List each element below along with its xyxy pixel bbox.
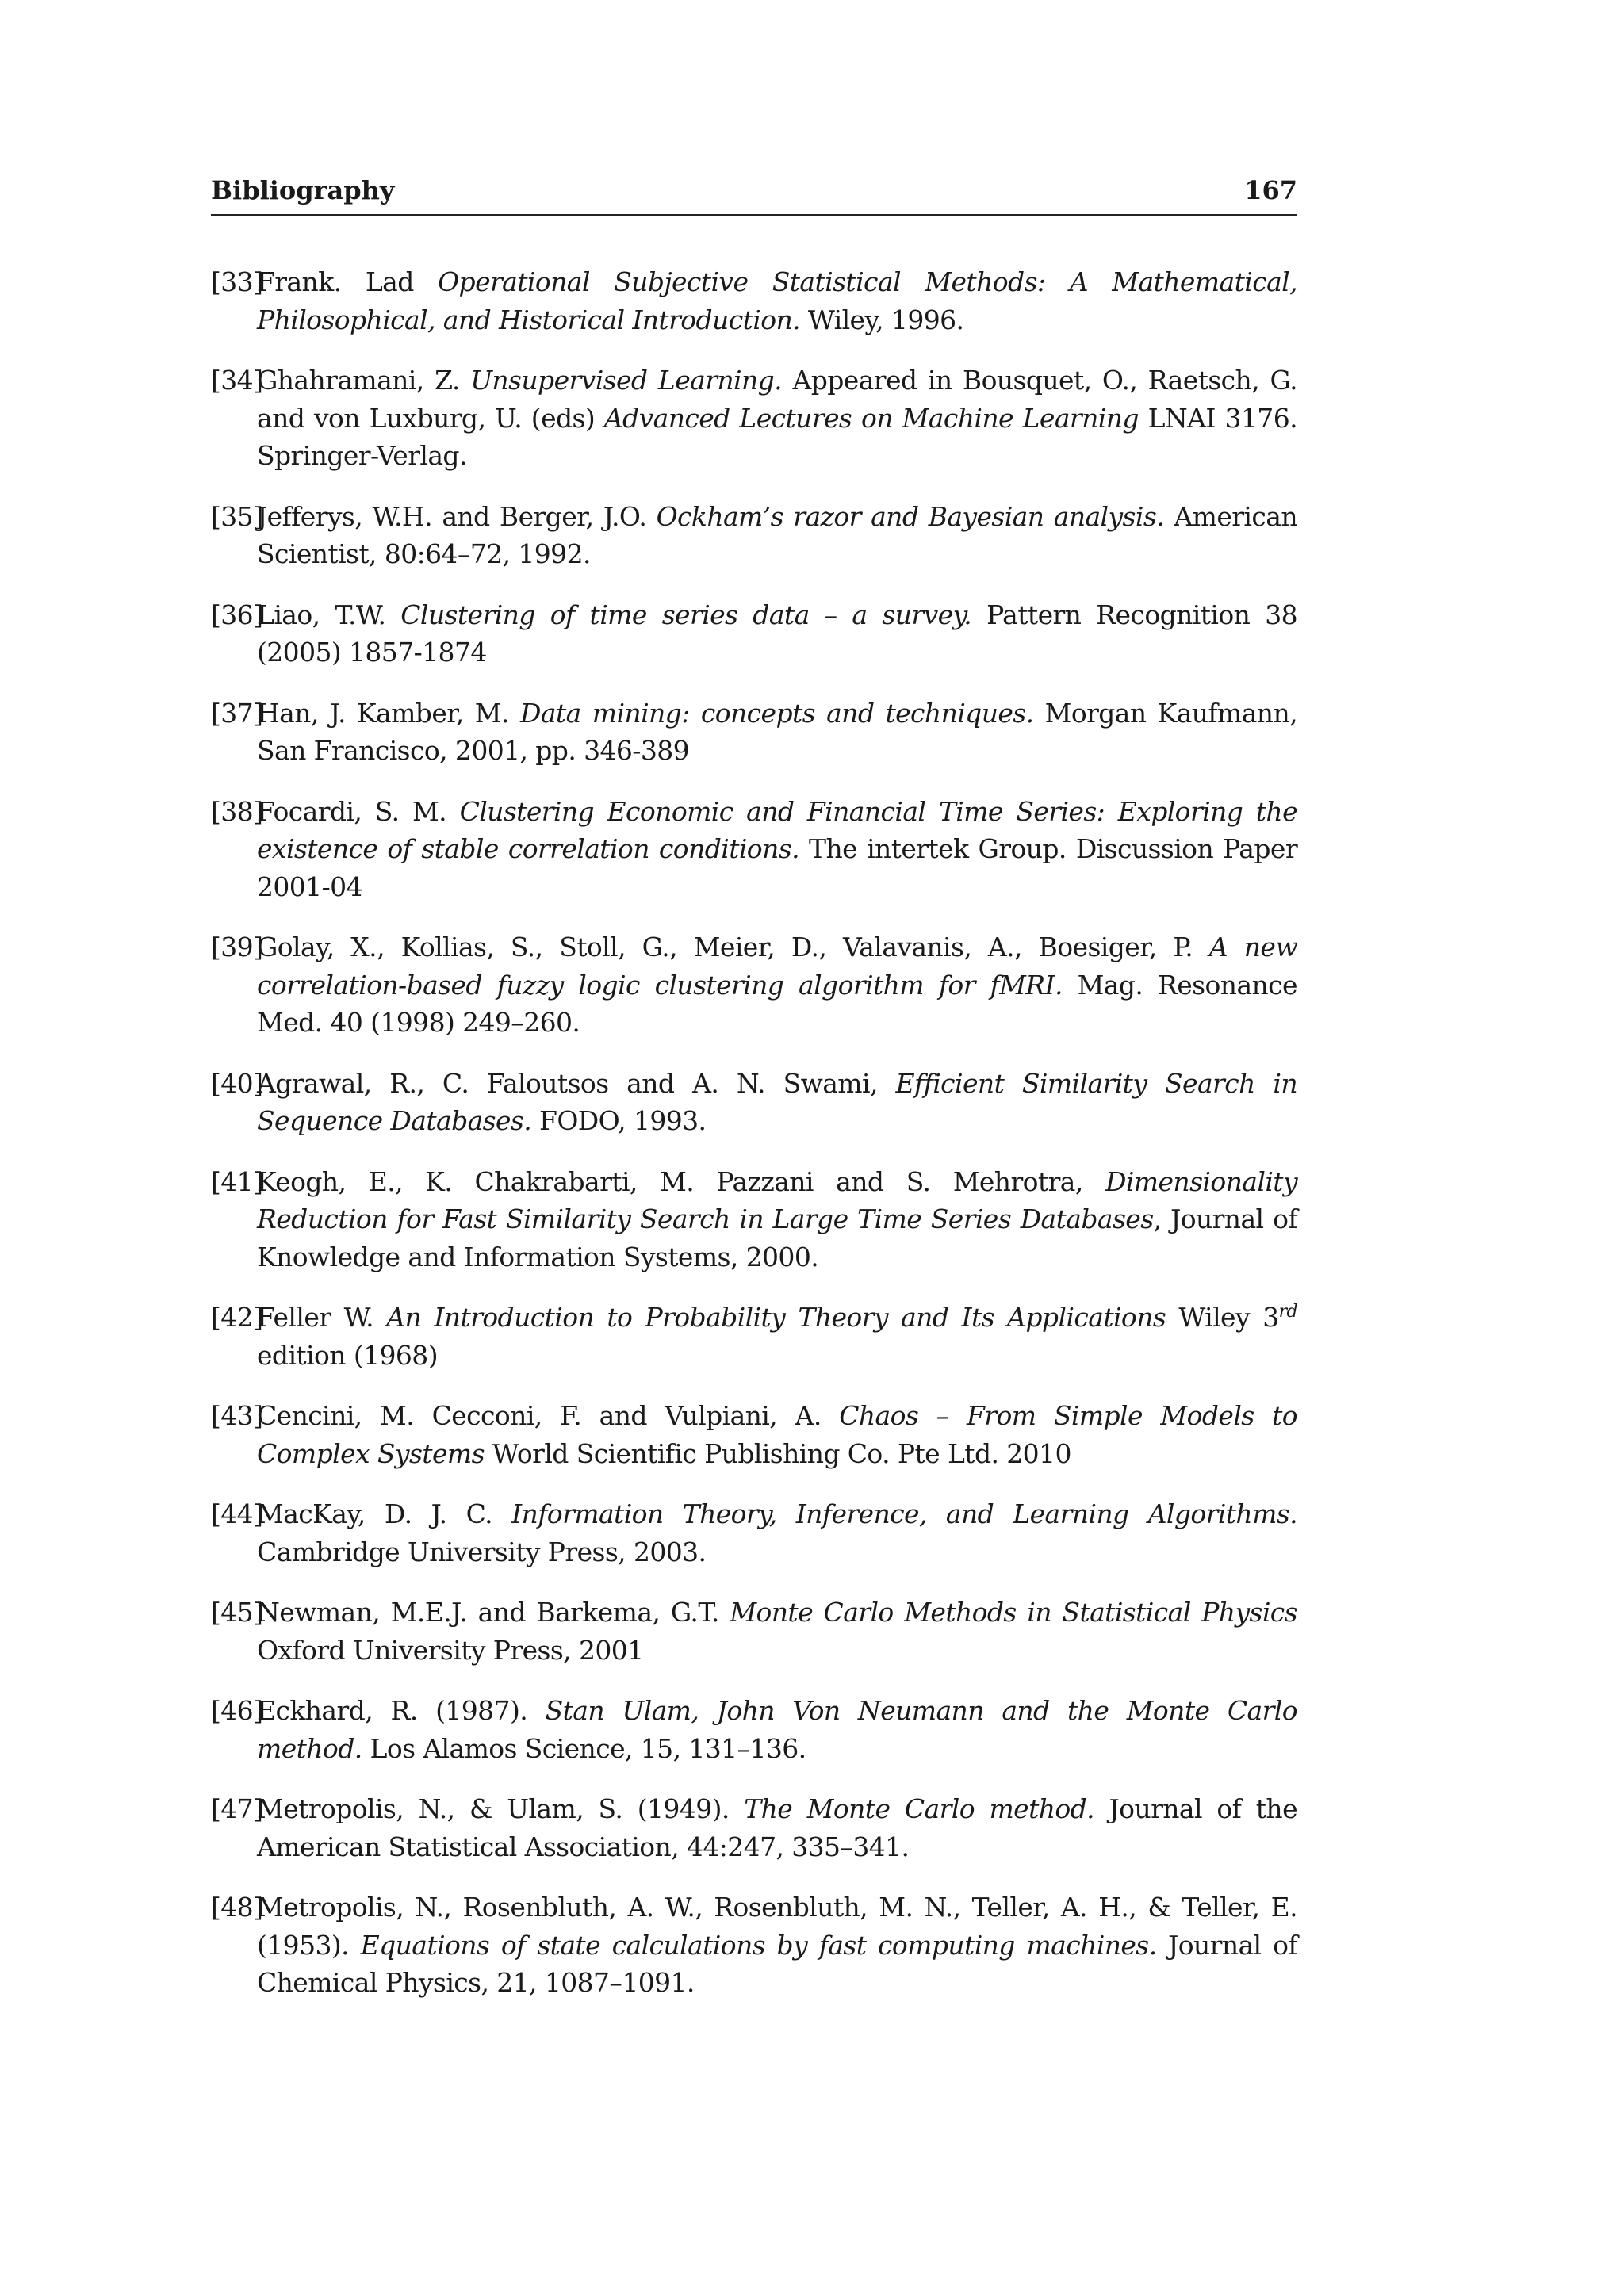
bib-details: Los Alamos Science, 15, 131–136. xyxy=(362,1732,806,1764)
bib-authors: Golay, X., Kollias, S., Stoll, G., Meier, D., Valavanis, A., Boesiger, P. xyxy=(257,932,1209,962)
bib-entry-34 xyxy=(211,362,1297,475)
bib-authors: Agrawal, R., C. Faloutsos and A. N. Swami, xyxy=(257,1067,896,1099)
bib-authors: Metropolis, N., Rosenbluth, A. W., Rosenbluth, M. N., Teller, A. H., & Teller, E. (1953). xyxy=(257,1892,1297,1961)
bib-title: Efficient Similarity Search in Sequence Databases. xyxy=(257,1067,1298,1136)
bib-details: Journal of Chemical Physics, 21, 1087–1091. xyxy=(257,1929,1297,1998)
bib-label: [47] xyxy=(211,1793,263,1824)
bib-title: Equations of state calculations by fast computing machines. xyxy=(360,1929,1157,1961)
bib-label: [44] xyxy=(211,1498,263,1529)
bib-authors: Han, J. Kamber, M. xyxy=(257,697,520,729)
bib-entry-37 xyxy=(211,695,1297,770)
bib-entry-43 xyxy=(211,1397,1297,1472)
bib-entry-42 xyxy=(211,1299,1297,1374)
running-head xyxy=(211,173,1297,216)
bib-label: [39] xyxy=(211,932,263,962)
bib-authors: Newman, M.E.J. and Barkema, G.T. xyxy=(257,1597,730,1628)
bib-details: , Journal of Knowledge and Information Systems, 2000. xyxy=(257,1203,1297,1272)
bib-title: Unsupervised Learning. xyxy=(470,365,783,396)
bib-title: Information Theory, Inference, and Learning Algorithms. xyxy=(511,1498,1297,1529)
bib-entry-40 xyxy=(211,1065,1297,1140)
bib-book-title: Advanced Lectures on Machine Learning xyxy=(603,402,1139,434)
page-number: 167 xyxy=(1244,175,1297,205)
bib-details: Appeared in Bousquet, O., Raetsch, G. and von Luxburg, U. (eds) xyxy=(257,365,1298,434)
bib-title: Dimensionality Reduction for Fast Similarity Search in Large Time Series Databases xyxy=(257,1165,1297,1234)
bib-entry-36 xyxy=(211,596,1297,672)
bib-label: [37] xyxy=(211,697,263,729)
bib-details: World Scientific Publishing Co. Pte Ltd. 2010 xyxy=(484,1437,1071,1469)
bib-details: edition (1968) xyxy=(257,1339,438,1371)
bib-authors: MacKay, D. J. C. xyxy=(257,1498,512,1529)
bib-entry-48 xyxy=(211,1888,1297,2002)
bib-authors: Cencini, M. Cecconi, F. and Vulpiani, A. xyxy=(257,1400,840,1431)
bib-authors: Metropolis, N., & Ulam, S. (1949). xyxy=(257,1793,745,1824)
bib-details: Wiley 3 xyxy=(1166,1302,1279,1333)
bib-entry-33 xyxy=(211,263,1297,339)
bib-title: Chaos – From Simple Models to Complex Systems xyxy=(257,1400,1297,1469)
bib-entry-38 xyxy=(211,793,1297,906)
bib-label: [36] xyxy=(211,599,263,630)
bib-label: [35] xyxy=(211,500,263,532)
bib-details: FODO, 1993. xyxy=(531,1105,707,1136)
bib-authors: Focardi, S. M. xyxy=(257,795,460,827)
bib-details: Journal of the American Statistical Association, 44:247, 335–341. xyxy=(257,1793,1298,1862)
bib-title: Data mining: concepts and techniques. xyxy=(520,697,1034,729)
bib-details: Morgan Kaufmann, San Francisco, 2001, pp. 346-389 xyxy=(257,697,1297,766)
bib-authors: Jefferys, W.H. and Berger, J.O. xyxy=(257,500,657,532)
bib-label: [40] xyxy=(211,1067,263,1099)
bib-label: [45] xyxy=(211,1597,263,1628)
bib-title: Operational Subjective Statistical Methods: A Mathematical, Philosophical, and Historical Introduction. xyxy=(257,266,1297,335)
bib-label: [41] xyxy=(211,1165,263,1197)
bib-label: [42] xyxy=(211,1302,263,1333)
bib-title: Clustering Economic and Financial Time Series: Exploring the existence of stable correlation conditions. xyxy=(257,795,1297,864)
bib-details: American Scientist, 80:64–72, 1992. xyxy=(257,500,1297,569)
bib-authors: Frank. Lad xyxy=(257,266,439,297)
bib-title: Stan Ulam, John Von Neumann and the Monte Carlo method. xyxy=(257,1695,1297,1764)
bib-details: Pattern Recognition 38 (2005) 1857-1874 xyxy=(257,599,1298,668)
section-title: Bibliography xyxy=(211,175,395,205)
bib-title: A new correlation-based fuzzy logic clustering algorithm for fMRI. xyxy=(257,932,1297,1001)
bib-title: The Monte Carlo method. xyxy=(744,1793,1095,1824)
bib-entry-46 xyxy=(211,1692,1297,1767)
bib-label: [38] xyxy=(211,795,263,827)
bib-entry-41 xyxy=(211,1163,1297,1276)
bibliography-list xyxy=(211,263,1297,2002)
bib-details: Oxford University Press, 2001 xyxy=(257,1634,644,1666)
bib-title: An Introduction to Probability Theory and Its Applications xyxy=(386,1302,1166,1333)
bib-superscript: rd xyxy=(1278,1302,1298,1322)
bib-entry-39 xyxy=(211,928,1297,1042)
bib-label: [34] xyxy=(211,365,263,396)
bib-details: Mag. Resonance Med. 40 (1998) 249–260. xyxy=(257,969,1297,1038)
bib-details: LNAI 3176. Springer-Verlag. xyxy=(257,402,1297,471)
bib-title: Ockham’s razor and Bayesian analysis. xyxy=(656,500,1165,532)
bib-entry-44 xyxy=(211,1495,1297,1571)
page xyxy=(211,173,1297,2025)
bib-authors: Ghahramani, Z. xyxy=(257,365,471,396)
bib-details: The intertek Group. Discussion Paper 2001-04 xyxy=(257,833,1297,902)
bib-label: [48] xyxy=(211,1892,263,1923)
bib-authors: Feller W. xyxy=(257,1302,387,1333)
bib-title: Monte Carlo Methods in Statistical Physics xyxy=(730,1597,1297,1628)
bib-entry-45 xyxy=(211,1594,1297,1669)
bib-entry-35 xyxy=(211,498,1297,573)
bib-authors: Eckhard, R. (1987). xyxy=(257,1695,546,1726)
bib-title: Clustering of time series data – a survey. xyxy=(400,599,972,630)
bib-details: Cambridge University Press, 2003. xyxy=(257,1536,707,1567)
bib-authors: Liao, T.W. xyxy=(257,599,401,630)
bib-label: [46] xyxy=(211,1695,263,1726)
bib-label: [43] xyxy=(211,1400,263,1431)
bib-authors: Keogh, E., K. Chakrabarti, M. Pazzani and S. Mehrotra, xyxy=(257,1165,1105,1197)
bib-label: [33] xyxy=(211,266,263,297)
bib-details: Wiley, 1996. xyxy=(800,304,964,335)
bib-entry-47 xyxy=(211,1790,1297,1866)
